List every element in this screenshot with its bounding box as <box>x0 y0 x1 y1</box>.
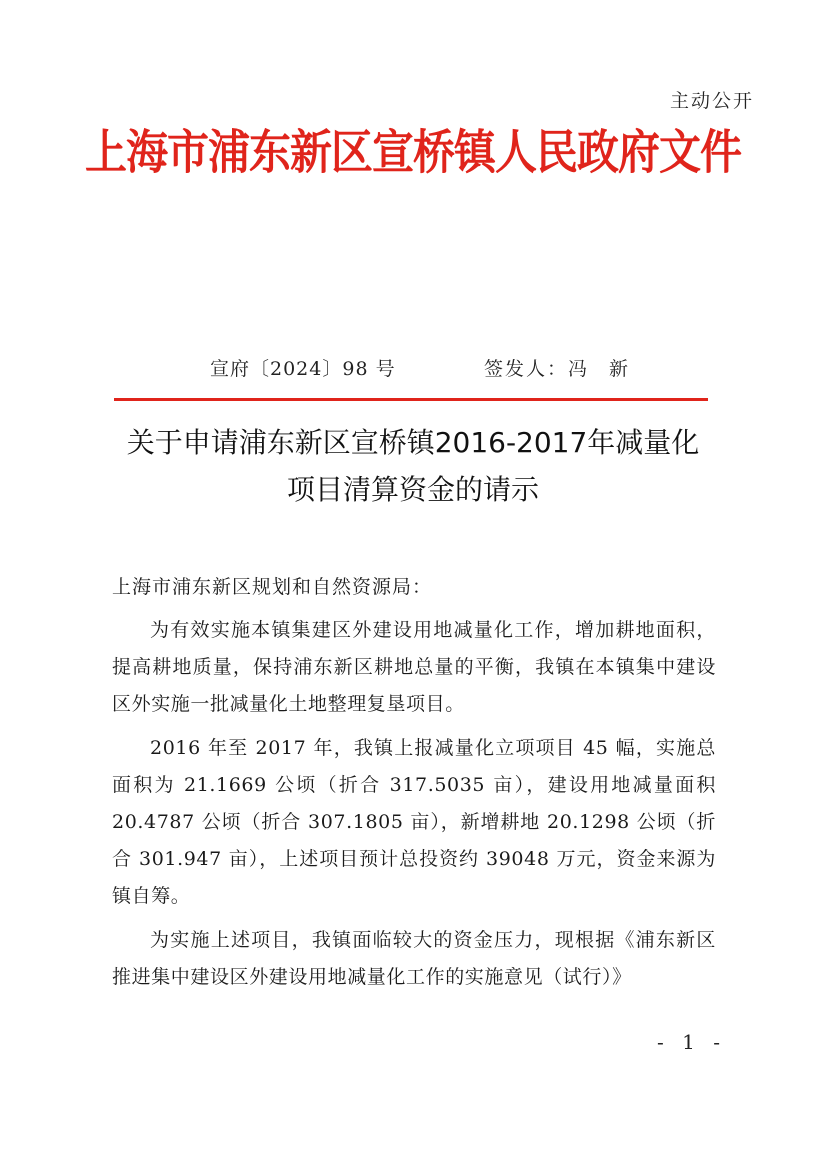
body-paragraph-1: 为有效实施本镇集建区外建设用地减量化工作，增加耕地面积，提高耕地质量，保持浦东新区耕地总量的平衡，我镇在本镇集中建设区外实施一批减量化土地整理复垦项目。 <box>112 619 716 715</box>
body-paragraph-3: 为实施上述项目，我镇面临较大的资金压力，现根据《浦东新区推进集中建设区外建设用地减量化工作的实施意见（试行）》 <box>112 929 716 988</box>
document-title-line-1: 关于申请浦东新区宣桥镇2016-2017年减量化 <box>126 426 700 459</box>
document-title-line-2: 项目清算资金的请示 <box>286 473 539 506</box>
signer-name: 冯 新 <box>568 358 637 380</box>
body-paragraph-2: 2016 年至 2017 年，我镇上报减量化立项项目 45 幅，实施总面积为 21.1669 公顷（折合 317.5035 亩），建设用地减量面积 20.4787 公顷（折合 307.1805 亩），新增耕地 20.1298 公顷（折合 301.947 亩），上述项目预计总投资约 39048 万元，资金来源为镇自筹。 <box>112 737 716 907</box>
signer <box>484 354 636 381</box>
page-number: - 1 - <box>657 1030 726 1054</box>
salutation: 上海市浦东新区规划和自然资源局： <box>112 576 433 598</box>
red-divider-line <box>114 398 708 401</box>
disclosure-label: 主动公开 <box>669 90 754 112</box>
masthead-title: 上海市浦东新区宣桥镇人民政府文件 <box>84 124 741 180</box>
document-number: 宣府〔2024〕98 号 <box>210 358 396 380</box>
body-text <box>112 612 716 1003</box>
document-title <box>0 419 826 513</box>
signer-label: 签发人： <box>484 358 569 380</box>
